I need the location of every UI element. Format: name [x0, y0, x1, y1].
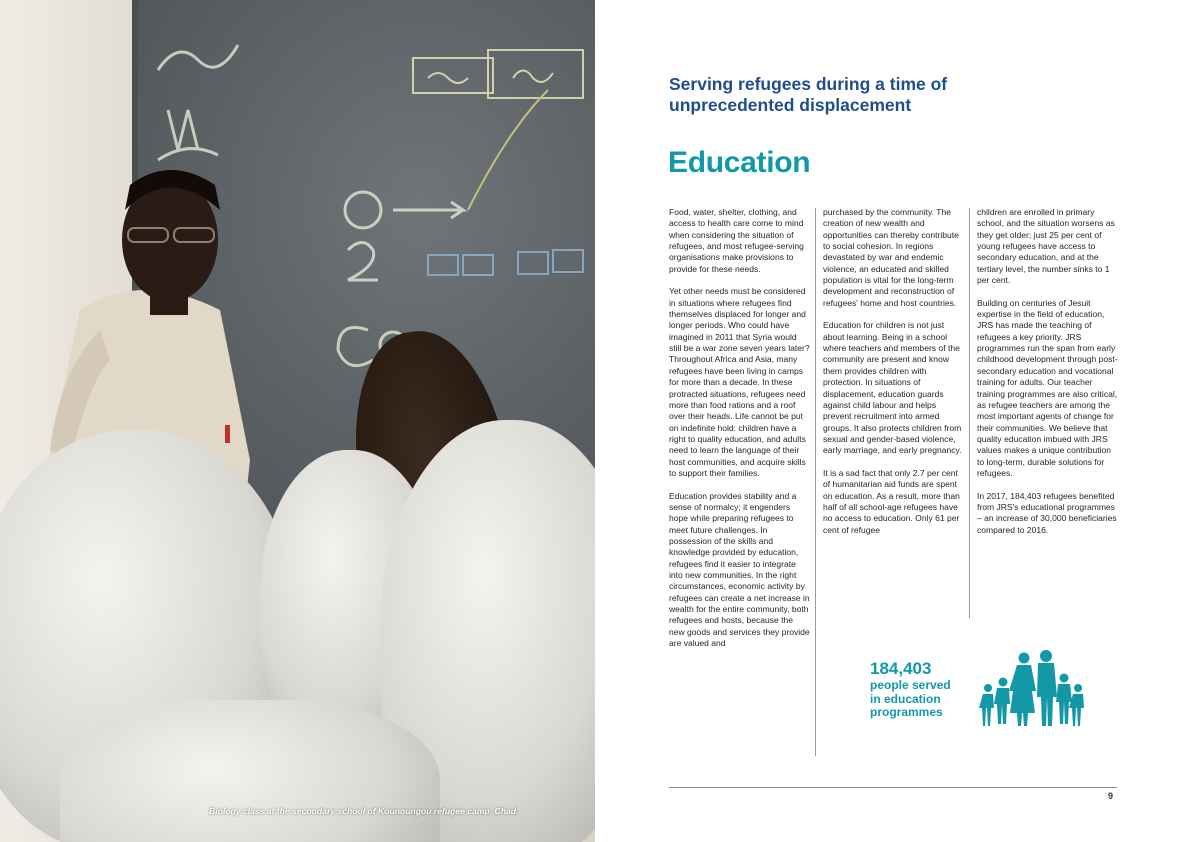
paragraph: Food, water, shelter, clothing, and access to health care come to mind when considering the situation of refugees, and most refugee-serving organisations make provisions to provide for these needs. — [669, 207, 804, 274]
column-divider — [815, 208, 816, 756]
photo-caption: Biology class at the secondary school of Kounoungou refugee camp, Chad. — [209, 806, 519, 816]
section-kicker: Serving refugees during a time of unprecedented displacement — [669, 74, 948, 115]
stat-label-line: people served — [870, 678, 951, 692]
stat-label-line: in education — [870, 691, 941, 706]
student-headscarf — [60, 700, 440, 842]
page-number: 9 — [1108, 791, 1114, 801]
text-column-1 — [669, 207, 811, 661]
paragraph: Education provides stability and a sense of normalcy; it engenders hope while preparing refugees to meet future challenges. In possession of the skills and knowledge provided by education, refugees find it easier to integrate into new communities. In the right circumstances, economic activity by refugees can create a net increase in wealth for the entire community, both refugees and hosts, because the new goods and services they provide are valued and — [669, 490, 810, 649]
paragraph: children are enrolled in primary school, and the situation worsens as they get older; just 25 per cent of young refugees have access to secondary education, and at the tertiary level, the number sinks to 1 per cent. — [977, 207, 1115, 286]
text-column-2 — [823, 207, 965, 547]
paragraph: Education for children is not just about learning. Being in a school where teachers and members of the community are present and know them provides children with protection. In situations of displacement, education guards against child labour and helps prevent recruitment into armed groups. It also protects children from sexual and gender-based violence, early marriage, and early pregnancy. — [823, 320, 962, 456]
stat-label — [870, 679, 980, 720]
column-divider — [969, 208, 970, 618]
paragraph: It is a sad fact that only 2.7 per cent of humanitarian aid funds are spent on education. As a result, more than half of all school-age refugees have no access to education. Only 61 per cent of refugee — [823, 467, 960, 535]
paragraph: Yet other needs must be considered in situations where refugees find themselves displaced for longer and longer periods. Who could have imagined in 2011 that Syria would still be a war zone seven years later? Throughout Africa and Asia, many refugees have been living in camps for more than a decade. In these protracted situations, refugees need more than food rations and a roof over their heads. Life cannot be put on indefinite hold: children have a right to quality education, and adults need to learn the language of their host communities, and acquire skills to support their families. — [669, 286, 810, 478]
text-column-3 — [977, 207, 1119, 547]
stat-callout — [870, 659, 980, 720]
footer-rule — [669, 787, 1117, 788]
paragraph: purchased by the community. The creation of new wealth and opportunities can thereby contribute to social cohesion. In regions devastated by war and endemic violence, an educated and skilled population is vital for the long-term development and reconstruction of refugees' home and host countries. — [823, 207, 959, 308]
paragraph: In 2017, 184,403 refugees benefited from JRS's educational programmes – an increase of 30,000 beneficiaries compared to 2016. — [977, 490, 1117, 535]
stat-label-line: programmes — [870, 705, 943, 719]
stat-number: 184,403 — [870, 659, 932, 678]
family-icon — [978, 650, 1088, 730]
paragraph: Building on centuries of Jesuit expertise in the field of education, JRS has made the teaching of refugees a key priority. JRS programmes run the span from early childhood development through post-secondary education and vocational training for adults. Our teacher training programmes are also critical, as refugee teachers are among the most important agents of change for their communities. We believe that quality education imbued with JRS values makes a unique contribution to long-term, durable solutions for refugees. — [977, 297, 1118, 478]
page-title: Education — [668, 146, 811, 179]
